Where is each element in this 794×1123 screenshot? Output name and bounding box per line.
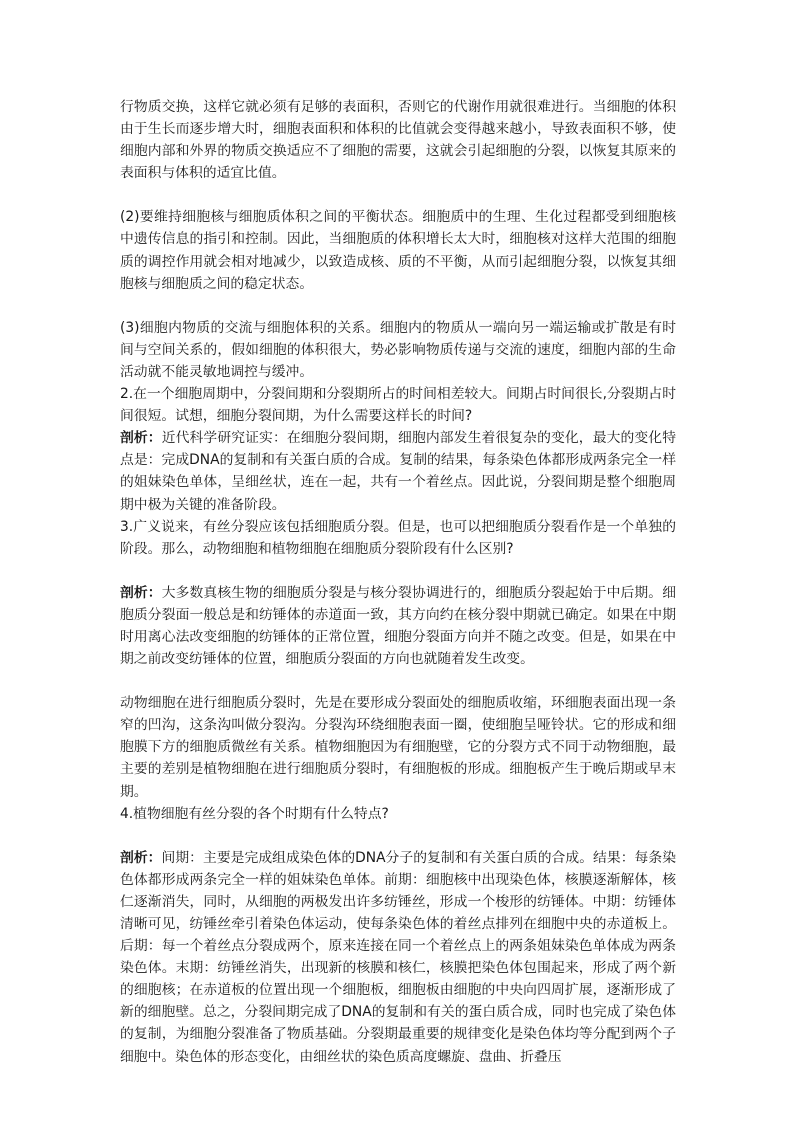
question-4: 4.植物细胞有丝分裂的各个时期有什么特点? xyxy=(120,805,389,822)
answer-2-text: 近代科学研究证实：在细胞分裂间期，细胞内部发生着很复杂的变化，最大的变化特点是：完成DNA的复制和有关蛋白质的合成。复制的结果，每条染色体都形成两条完全一样的姐妹染色单体，呈细丝状，连在一起，共有一个着丝点。因此说，分裂间期是整个细胞周期中极为关键的准备阶段。 xyxy=(120,430,677,513)
paragraph-cytokinesis: 动物细胞在进行细胞质分裂时，先是在要形成分裂面处的细胞质收缩，环细胞表面出现一条窄的凹沟，这条沟叫做分裂沟。分裂沟环绕细胞表面一圈，使细胞呈哑铃状。它的形成和细胞膜下方的细胞质微丝有关系。植物细胞因为有细胞壁，它的分裂方式不同于动物细胞，最主要的差别是植物细胞在进行细胞质分裂时，有细胞板的形成。细胞板产生于晚后期或早末期。 xyxy=(120,695,676,800)
answer-4 xyxy=(120,847,676,1068)
spacer xyxy=(120,670,676,692)
analysis-label: 剖析： xyxy=(120,849,162,866)
document-page xyxy=(120,96,676,1068)
answer-2 xyxy=(120,427,676,515)
answer-3-text: 大多数真核生物的细胞质分裂是与核分裂协调进行的，细胞质分裂起始于中后期。细胞质分裂面一般总是和纺锤体的赤道面一致，其方向约在核分裂中期就已确定。如果在中期时用离心法改变细胞的纺锤体的正常位置，细胞分裂面方向并不随之改变。但是，如果在中期之前改变纺锤体的位置，细胞质分裂面的方向也就随着发生改变。 xyxy=(120,584,677,668)
spacer xyxy=(120,560,676,582)
question-2: 2.在一个细胞周期中，分裂间期和分裂期所占的时间相差较大。间期占时间很长,分裂期占时间很短。试想，细胞分裂间期，为什么需要这样长的时间? xyxy=(120,386,676,425)
question-3: 3.广义说来，有丝分裂应该包括细胞质分裂。但是，也可以把细胞质分裂看作是一个单独的阶段。那么，动物细胞和植物细胞在细胞质分裂阶段有什么区别? xyxy=(120,518,676,557)
spacer xyxy=(120,184,676,206)
spacer xyxy=(120,825,676,847)
spacer xyxy=(120,295,676,317)
paragraph-nucleus-cytoplasm: (2)要维持细胞核与细胞质体积之间的平衡状态。细胞质中的生理、生化过程都受到细胞核中遗传信息的指引和控制。因此，当细胞质的体积增长太大时，细胞核对这样大范围的细胞质的调控作用就会相对地减少，以致造成核、质的不平衡，从而引起细胞分裂，以恢复其细胞核与细胞质之间的稳定状态。 xyxy=(120,209,676,292)
paragraph-surface-volume: 行物质交换，这样它就必须有足够的表面积，否则它的代谢作用就很难进行。当细胞的体积由于生长而逐步增大时，细胞表面积和体积的比值就会变得越来越小，导致表面积不够，使细胞内部和外界的物质交换适应不了细胞的需要，这就会引起细胞的分裂，以恢复其原来的表面积与体积的适宜比值。 xyxy=(120,99,676,182)
answer-3 xyxy=(120,582,676,670)
paragraph-material-exchange: (3)细胞内物质的交流与细胞体积的关系。细胞内的物质从一端向另一端运输或扩散是有时间与空间关系的，假如细胞的体积很大，势必影响物质传递与交流的速度，细胞内部的生命活动就不能灵敏地调控与缓冲。 xyxy=(120,319,676,380)
answer-4-text: 间期：主要是完成组成染色体的DNA分子的复制和有关蛋白质的合成。结果：每条染色体都形成两条完全一样的姐妹染色单体。前期：细胞核中出现染色体，核膜逐渐解体，核仁逐渐消失，同时，从细胞的两极发出许多纺锤丝，形成一个梭形的纺锤体。中期：纺锤体清晰可见，纺锤丝牵引着染色体运动，使每条染色体的着丝点排列在细胞中央的赤道板上。后期：每一个着丝点分裂成两个，原来连接在同一个着丝点上的两条姐妹染色单体成为两条染色体。末期：纺锤丝消失，出现新的核膜和核仁，核膜把染色体包围起来，形成了两个新的细胞核；在赤道板的位置出现一个细胞板，细胞板由细胞的中央向四周扩展，逐渐形成了新的细胞壁。总之，分裂间期完成了DNA的复制和有关的蛋白质合成，同时也完成了染色体的复制，为细胞分裂准备了物质基础。分裂期最重要的规律变化是染色体均等分配到两个子细胞中。染色体的形态变化，由细丝状的染色质高度螺旋、盘曲、折叠压 xyxy=(120,849,676,1065)
analysis-label: 剖析： xyxy=(120,430,162,447)
analysis-label: 剖析： xyxy=(120,584,162,601)
